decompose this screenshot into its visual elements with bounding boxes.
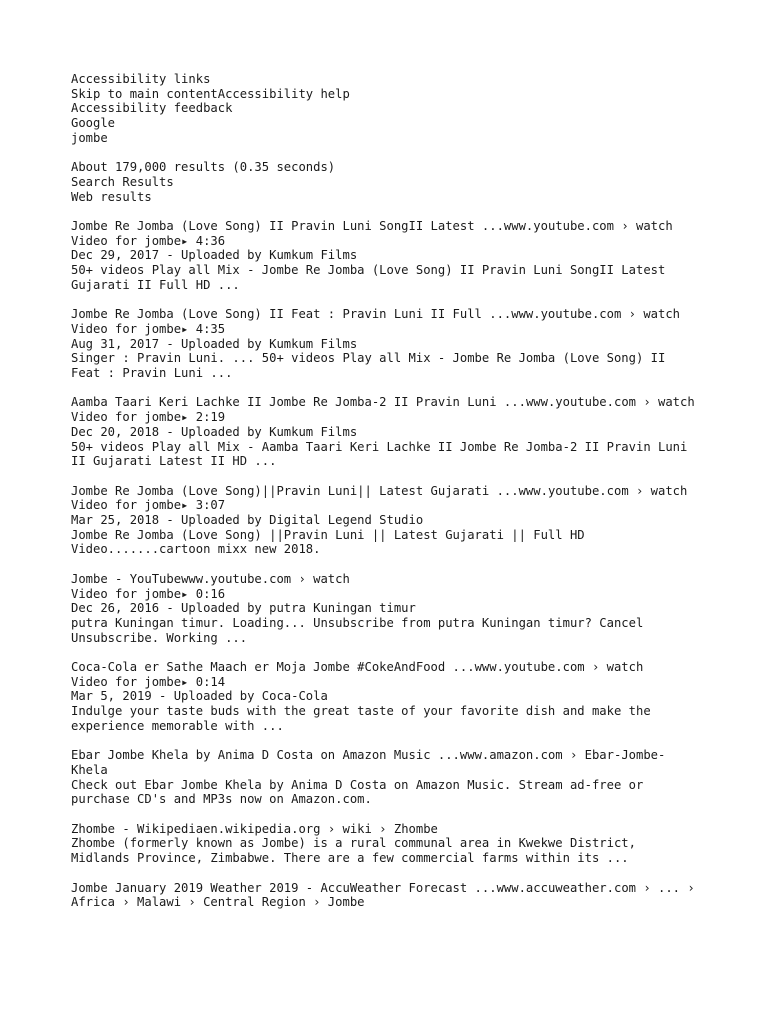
result-url-link[interactable]: www.youtube.com › watch: [181, 571, 350, 586]
result-url-link[interactable]: www.accuweather.com › ... › Africa › Malawi › Central Region › Jombe: [71, 880, 703, 910]
header-block: [71, 72, 701, 146]
result-title-row: [71, 395, 701, 410]
result-meta: Mar 25, 2018 - Uploaded by Digital Legend Studio: [71, 513, 424, 528]
result-meta: Aug 31, 2017 - Uploaded by Kumkum Films: [71, 336, 358, 351]
accessibility-help-link[interactable]: Accessibility help: [217, 86, 350, 101]
result-snippet: putra Kuningan timur. Loading... Unsubscribe from putra Kuningan timur? Cancel Unsubscribe. Working ...: [71, 615, 651, 645]
result-snippet: Check out Ebar Jombe Khela by Anima D Costa on Amazon Music. Stream ad-free or purchase CD's and MP3s now on Amazon.com.: [71, 777, 651, 807]
search-result: [71, 660, 701, 734]
search-results-heading: Search Results: [71, 174, 174, 189]
result-title-link[interactable]: Zhombe - Wikipedia: [71, 821, 204, 836]
search-result: [71, 395, 701, 469]
result-meta: Dec 26, 2016 - Uploaded by putra Kuningan timur: [71, 601, 416, 616]
search-result: [71, 572, 701, 646]
search-result: [71, 881, 701, 910]
search-result: [71, 748, 701, 807]
results-list: [71, 219, 701, 910]
result-title-row: [71, 881, 701, 910]
result-video-label[interactable]: Video for jombe▸ 4:36: [71, 233, 226, 248]
result-title-row: [71, 307, 701, 322]
result-video-label[interactable]: Video for jombe▸ 3:07: [71, 498, 226, 513]
result-title-row: [71, 660, 701, 675]
search-result: [71, 219, 701, 293]
result-video-label[interactable]: Video for jombe▸ 2:19: [71, 410, 226, 425]
result-snippet: Zhombe (formerly known as Jombe) is a rural communal area in Kwekwe District, Midlands Province, Zimbabwe. There are a few commercial farms within its ...: [71, 836, 644, 866]
result-video-label[interactable]: Video for jombe▸ 4:35: [71, 321, 226, 336]
result-title-row: [71, 219, 701, 234]
result-url-link[interactable]: www.amazon.com › Ebar-Jombe-Khela: [71, 748, 666, 777]
result-url-link[interactable]: www.youtube.com › watch: [525, 395, 695, 410]
result-url-link[interactable]: www.youtube.com › watch: [511, 307, 681, 322]
result-video-label[interactable]: Video for jombe▸ 0:14: [71, 674, 226, 689]
search-result: [71, 307, 701, 381]
result-title-link[interactable]: Jombe Re Jomba (Love Song) II Pravin Luni SongII Latest ...: [71, 219, 504, 233]
result-snippet: Singer : Pravin Luni. ... 50+ videos Play all Mix - Jombe Re Jomba (Love Song) II Feat : Pravin Luni ...: [71, 351, 673, 381]
result-title-row: [71, 822, 701, 837]
skip-to-main-link[interactable]: Skip to main content: [71, 86, 218, 101]
search-result: [71, 484, 701, 558]
result-meta: Dec 20, 2018 - Uploaded by Kumkum Films: [71, 424, 358, 439]
result-title-link[interactable]: Coca-Cola er Sathe Maach er Moja Jombe #CokeAndFood ...: [71, 660, 475, 675]
result-title-link[interactable]: Aamba Taari Keri Lachke II Jombe Re Jomba-2 II Pravin Luni ...: [71, 395, 526, 410]
result-snippet: 50+ videos Play all Mix - Aamba Taari Keri Lachke II Jombe Re Jomba-2 II Pravin Luni II Gujarati Latest II HD ...: [71, 439, 695, 469]
skip-links-row: [71, 87, 701, 102]
result-title-link[interactable]: Ebar Jombe Khela by Anima D Costa on Amazon Music ...: [71, 748, 460, 763]
result-video-label[interactable]: Video for jombe▸ 0:16: [71, 586, 226, 601]
result-title-row: [71, 572, 701, 587]
result-title-link[interactable]: Jombe January 2019 Weather 2019 - AccuWeather Forecast ...: [71, 880, 497, 895]
result-url-link[interactable]: www.youtube.com › watch: [518, 483, 688, 498]
result-title-link[interactable]: Jombe Re Jomba (Love Song) II Feat : Pravin Luni II Full ...: [71, 307, 512, 322]
result-snippet: Jombe Re Jomba (Love Song) ||Pravin Luni || Latest Gujarati || Full HD Video.......cartoon mixx new 2018.: [71, 527, 592, 557]
result-snippet: Indulge your taste buds with the great taste of your favorite dish and make the experience memorable with ...: [71, 704, 659, 733]
result-meta: Mar 5, 2019 - Uploaded by Coca-Cola: [71, 689, 328, 704]
result-title-link[interactable]: Jombe - YouTube: [71, 571, 182, 586]
search-query[interactable]: jombe: [71, 130, 108, 145]
search-page: [71, 72, 701, 910]
result-url-link[interactable]: en.wikipedia.org › wiki › Zhombe: [203, 821, 438, 836]
result-url-link[interactable]: www.youtube.com › watch: [474, 660, 644, 675]
accessibility-feedback-link[interactable]: Accessibility feedback: [71, 101, 233, 116]
web-results-heading: Web results: [71, 189, 152, 204]
result-title-row: [71, 484, 701, 499]
results-stats-block: [71, 160, 701, 204]
accessibility-links-heading: Accessibility links: [71, 72, 211, 86]
search-result: [71, 822, 701, 866]
google-logo-link[interactable]: Google: [71, 116, 116, 131]
result-meta: Dec 29, 2017 - Uploaded by Kumkum Films: [71, 248, 358, 263]
result-stats: About 179,000 results (0.35 seconds): [71, 160, 336, 175]
result-url-link[interactable]: www.youtube.com › watch: [503, 219, 673, 233]
result-title-link[interactable]: Jombe Re Jomba (Love Song)||Pravin Luni|| Latest Gujarati ...: [71, 483, 519, 498]
result-title-row: [71, 748, 701, 777]
result-snippet: 50+ videos Play all Mix - Jombe Re Jomba (Love Song) II Pravin Luni SongII Latest Gujarati II Full HD ...: [71, 263, 673, 292]
